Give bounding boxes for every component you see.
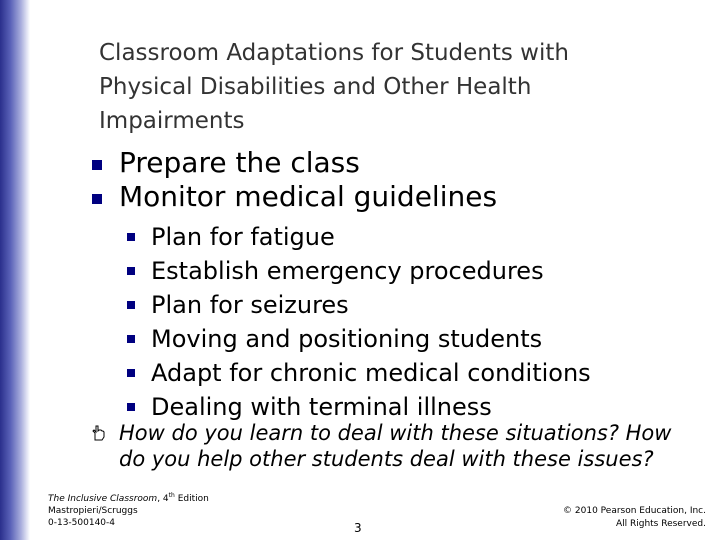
square-bullet-icon bbox=[127, 267, 135, 275]
square-bullet-icon bbox=[92, 194, 102, 204]
sub-bullet-text: Plan for fatigue bbox=[151, 223, 335, 251]
book-title: The Inclusive Classroom bbox=[48, 494, 158, 504]
book-citation bbox=[48, 490, 209, 529]
edition-number: 4 bbox=[162, 494, 169, 504]
edition-word: Edition bbox=[177, 494, 209, 504]
square-bullet-icon bbox=[127, 233, 135, 241]
left-gradient-band bbox=[0, 0, 30, 540]
slide-title: Classroom Adaptations for Students with Physical Disabilities and Other Health Impairments bbox=[99, 40, 569, 134]
main-bullet-text: Prepare the class bbox=[119, 146, 360, 179]
sub-bullet-text: Plan for seizures bbox=[151, 291, 349, 319]
square-bullet-icon bbox=[127, 369, 135, 377]
book-title-line: The Inclusive Classroom, 4th Edition bbox=[48, 492, 209, 504]
edition-suffix: th bbox=[168, 492, 175, 499]
main-bullet-text: Monitor medical guidelines bbox=[119, 180, 498, 213]
discussion-question: How do you learn to deal with these situations? How do you help other students deal with these issues? bbox=[119, 421, 672, 471]
sub-bullet-text: Establish emergency procedures bbox=[151, 257, 544, 285]
authors: Mastropieri/Scruggs bbox=[48, 506, 138, 516]
sub-bullet-text: Adapt for chronic medical conditions bbox=[151, 359, 591, 387]
copyright-line: © 2010 Pearson Education, Inc. bbox=[563, 506, 706, 516]
square-bullet-icon bbox=[127, 335, 135, 343]
square-bullet-icon bbox=[127, 403, 135, 411]
sub-bullet-text: Moving and positioning students bbox=[151, 325, 543, 353]
square-bullet-icon bbox=[92, 160, 102, 170]
page-number: 3 bbox=[354, 521, 362, 535]
rights-line: All Rights Reserved. bbox=[615, 519, 706, 529]
sub-bullet-text: Dealing with terminal illness bbox=[151, 393, 492, 421]
hand-pointer-icon bbox=[92, 425, 106, 441]
square-bullet-icon bbox=[127, 301, 135, 309]
isbn: 0-13-500140-4 bbox=[48, 518, 116, 528]
copyright-notice bbox=[563, 505, 706, 531]
